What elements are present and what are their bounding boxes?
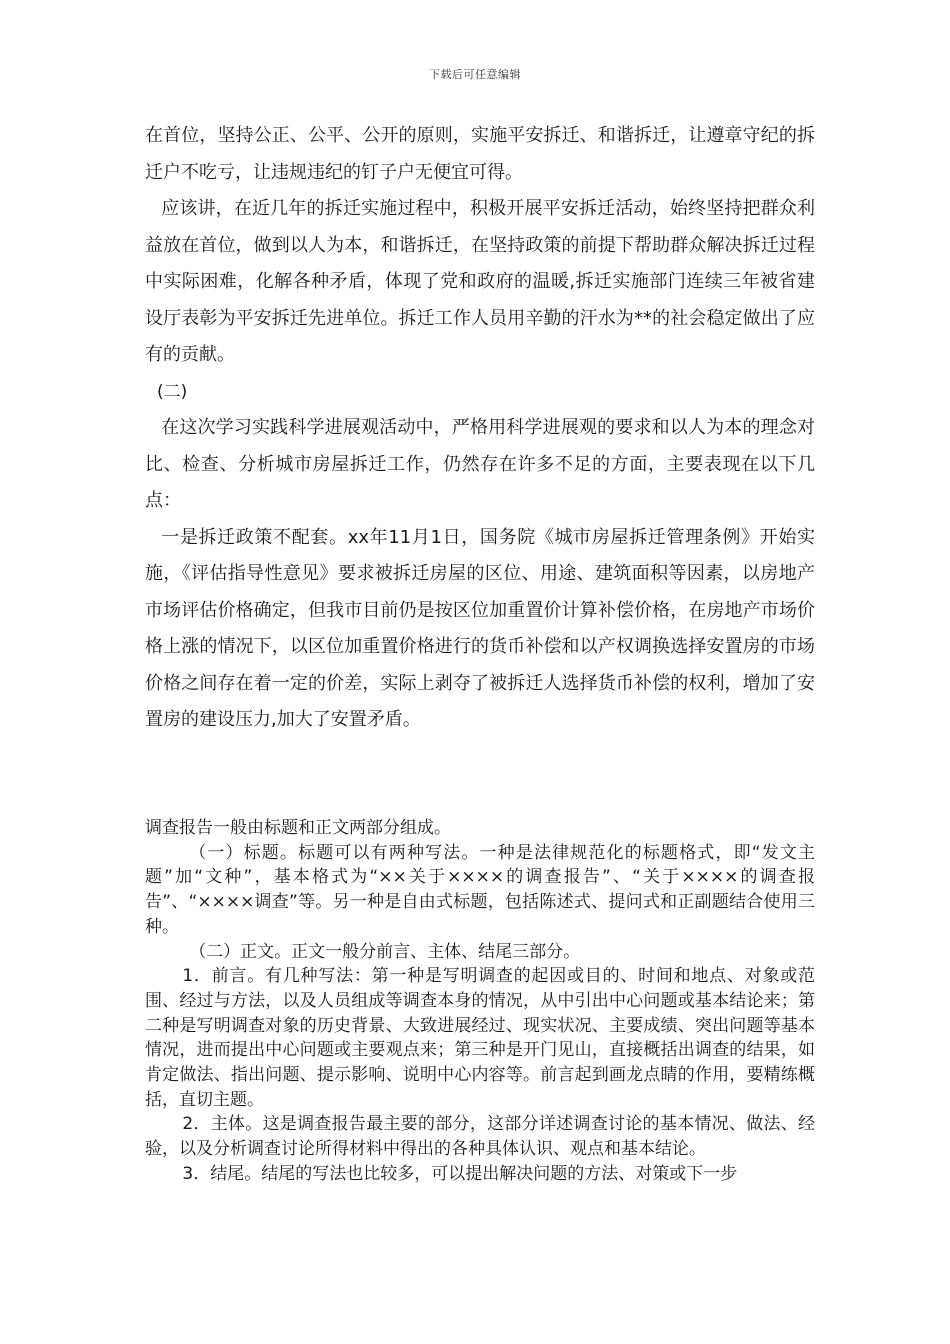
paragraph-shortcomings-intro: 在这次学习实践科学进展观活动中，严格用科学进展观的要求和以人为本的理念对比、检查、分析城市房屋拆迁工作，仍然存在许多不足的方面，主要表现在以下几点： [145, 417, 815, 511]
section-heading-two: (二) [157, 381, 188, 402]
paragraph-report-intro: 调查报告一般由标题和正文两部分组成。 [145, 818, 451, 838]
paragraph-title-section: （一）标题。标题可以有两种写法。一种是法律规范化的标题格式，即“发文主题”加“文种”，基本格式为“××关于××××的调查报告”、“关于××××的调查报告”、“××××调查”等。另一种是自由式标题，包括陈述式、提问式和正副题结合使用三种。 [145, 842, 815, 937]
paragraph-policy-issue: 一是拆迁政策不配套。xx年11月1日，国务院《城市房屋拆迁管理条例》开始实施，《评估指导性意见》要求被拆迁房屋的区位、用途、建筑面积等因素，以房地产市场评估价格确定，但我市目前仍是按区位加重置价计算补偿价格，在房地产市场价格上涨的情况下，以区位加重置价格进行的货币补偿和以产权调换选择安置房的市场价格之间存在着一定的价差，实际上剥夺了被拆迁人选择货币补偿的权利，增加了安置房的建设压力,加大了安置矛盾。 [145, 526, 815, 730]
paragraph-item-main-body: 2．主体。这是调查报告最主要的部分，这部分详述调查讨论的基本情况、做法、经验，以及分析调查讨论所得材料中得出的各种具体认识、观点和基本结论。 [145, 1114, 815, 1160]
page-header-note: 下载后可任意编辑 [429, 68, 521, 81]
upper-text-block [145, 118, 815, 739]
paragraph-body-section: （二）正文。正文一般分前言、主体、结尾三部分。 [189, 941, 581, 962]
paragraph-item-ending: 3．结尾。结尾的写法也比较多，可以提出解决问题的方法、对策或下一步 [182, 1163, 738, 1184]
paragraph-item-preface: 1．前言。有几种写法：第一种是写明调查的起因或目的、时间和地点、对象或范围、经过与方法，以及人员组成等调查本身的情况，从中引出中心问题或基本结论来；第二种是写明调查对象的历史背景、大致进展经过、现实状况、主要成绩、突出问题等基本情况，进而提出中心问题或主要观点来；第三种是开门见山，直接概括出调查的结果，如肯定做法、指出问题、提示影响、说明中心内容等。前言起到画龙点睛的作用，要精练概括，直切主题。 [145, 966, 815, 1110]
paragraph-continuation: 在首位，坚持公正、公平、公开的原则，实施平安拆迁、和谐拆迁，让遵章守纪的拆迁户不吃亏，让违规违纪的钉子户无便宜可得。 [145, 125, 815, 183]
paragraph-achievements: 应该讲，在近几年的拆迁实施过程中，积极开展平安拆迁活动，始终坚持把群众利益放在首位，做到以人为本，和谐拆迁，在坚持政策的前提下帮助群众解决拆迁过程中实际困难，化解各种矛盾，体现了党和政府的温暖,拆迁实施部门连续三年被省建设厅表彰为平安拆迁先进单位。拆迁工作人员用辛勤的汗水为**的社会稳定做出了应有的贡献。 [145, 198, 815, 365]
lower-text-block [145, 816, 815, 1187]
